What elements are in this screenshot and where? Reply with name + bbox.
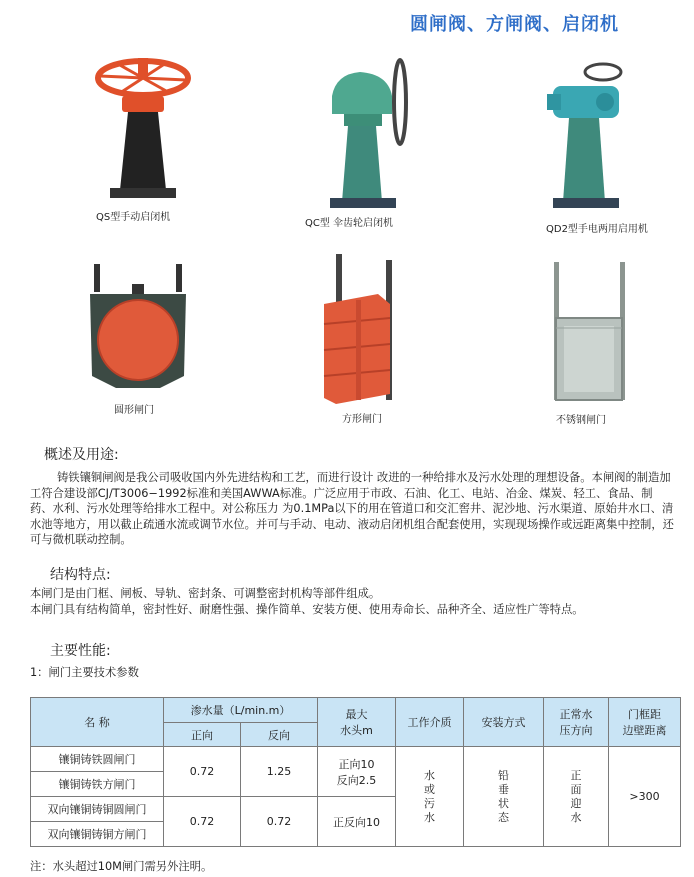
qs-hoist-image xyxy=(88,52,198,204)
pressure-cell: 正面迎水 xyxy=(544,747,609,847)
overview-text: 铸铁镶铜闸阀是我公司吸收国内外先进结构和工艺，而进行设计 改进的一种给排水及污水处理的理想设备。本闸阀的制造加工符合建设部CJ/T3006−1992标准和美国AWWA标准。广泛应用于市政、石油、化工、电站、冶金、煤炭、轻工、食品、制药、水利、污水处理等给排水工程中。对公称压力 为0.1MPa以下的用在管道口和交汇窖井、泥沙地、污水渠道、原始井水口、清水池等地方，用以截止疏通水流或调节水位。并可与手动、电动、液动启闭机组合配套使用，实现现场操作或远距离集中控制，还可与微机联动控制。 xyxy=(30,471,674,546)
col-pressure-header: 正常水 压方向 xyxy=(544,698,609,747)
table-row xyxy=(31,747,681,772)
row-name: 双向镶铜铸铜圆闸门 xyxy=(31,797,164,822)
group2-head: 正反向10 xyxy=(318,797,396,847)
stainless-gate-image xyxy=(550,262,632,404)
install-cell: 铅垂状态 xyxy=(464,747,544,847)
medium-cell: 水或污水 xyxy=(396,747,464,847)
col-head-header: 最大 水头m xyxy=(318,698,396,747)
structure-line-1: 本闸门是由门框、闸板、导轨、密封条、可调整密封机构等部件组成。 xyxy=(30,587,381,600)
structure-line-2: 本闸门具有结构简单，密封性好、耐磨性强、操作简单、安装方便、使用寿命长、品种齐全、适应性广等特点。 xyxy=(30,602,584,616)
qd2-hoist-caption: QD2型手电两用启用机 xyxy=(546,224,648,235)
col-medium-header: 工作介质 xyxy=(396,698,464,747)
group1-forward: 0.72 xyxy=(164,747,241,797)
square-gate-image xyxy=(316,254,408,406)
row-name: 镶铜铸铁圆闸门 xyxy=(31,747,164,772)
structure-text xyxy=(30,586,680,617)
table-note: 注：水头超过10M闸门需另外注明。 xyxy=(30,860,213,873)
col-name-header: 名 称 xyxy=(31,698,164,747)
performance-subheading: 1：闸门主要技术参数 xyxy=(30,666,139,679)
structure-heading: 结构特点: xyxy=(50,567,111,583)
qc-hoist-image xyxy=(318,52,418,212)
overview-heading: 概述及用途: xyxy=(44,447,119,463)
round-gate-image xyxy=(84,264,192,394)
group2-reverse: 0.72 xyxy=(241,797,318,847)
spec-table xyxy=(30,697,681,847)
performance-heading: 主要性能: xyxy=(50,643,111,659)
qs-hoist-caption: QS型手动启闭机 xyxy=(96,212,171,223)
square-gate-caption: 方形闸门 xyxy=(342,414,382,425)
col-install-header: 安装方式 xyxy=(464,698,544,747)
row-name: 双向镶铜铸铜方闸门 xyxy=(31,822,164,847)
stainless-gate-caption: 不锈钢闸门 xyxy=(556,415,606,426)
round-gate-caption: 圆形闸门 xyxy=(114,405,154,416)
group2-forward: 0.72 xyxy=(164,797,241,847)
col-frame-header: 门框距 边壁距离 xyxy=(609,698,681,747)
row-name: 镶铜铸铁方闸门 xyxy=(31,772,164,797)
page-title: 圆闸阀、方闸阀、启闭机 xyxy=(410,14,619,35)
col-reverse-header: 反向 xyxy=(241,723,318,747)
qc-hoist-caption: QC型 伞齿轮启闭机 xyxy=(305,218,394,229)
group1-head: 正向10 反向2.5 xyxy=(318,747,396,797)
col-leak-header: 渗水量（L/min.m） xyxy=(164,698,318,723)
col-forward-header: 正向 xyxy=(164,723,241,747)
frame-cell: >300 xyxy=(609,747,681,847)
qd2-hoist-image xyxy=(545,56,635,214)
group1-reverse: 1.25 xyxy=(241,747,318,797)
